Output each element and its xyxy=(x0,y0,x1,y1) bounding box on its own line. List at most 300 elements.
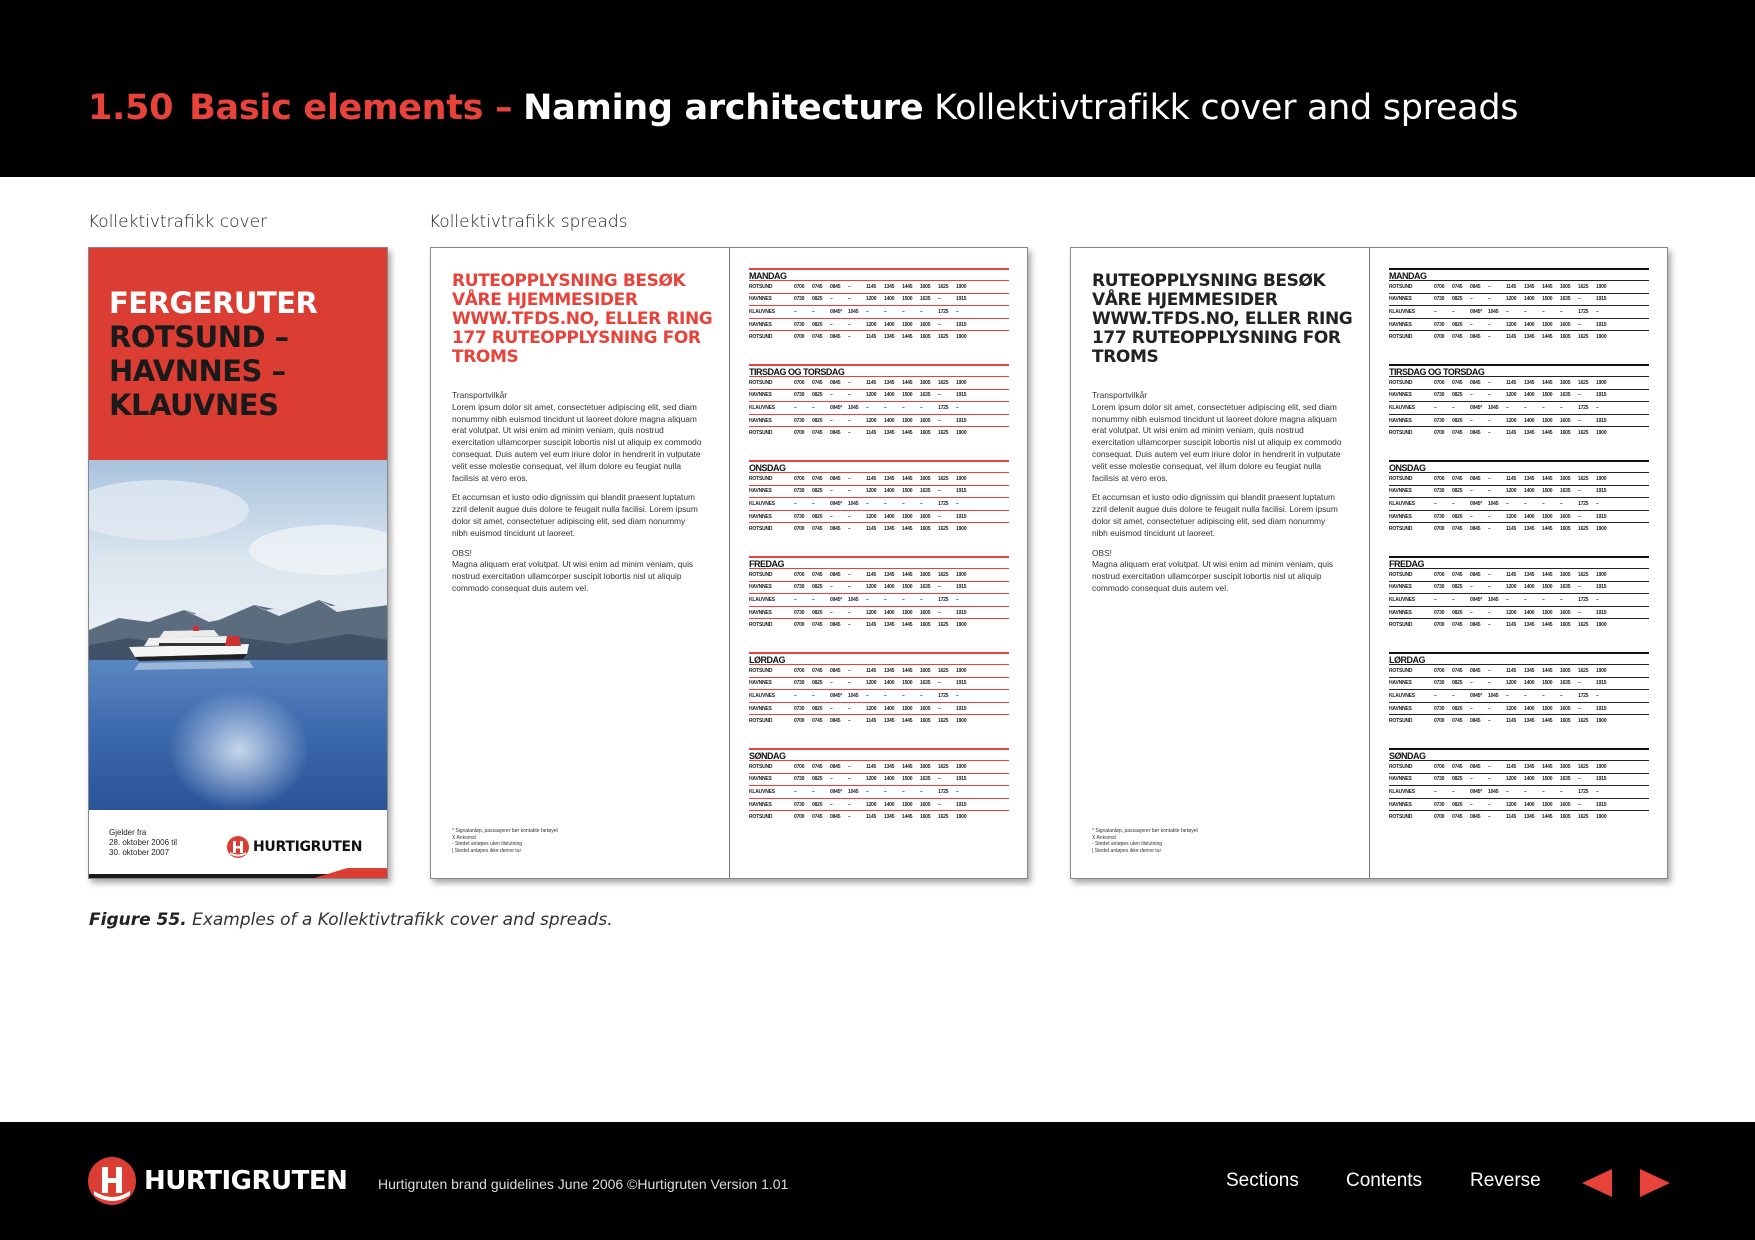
timetable-time: 1915 xyxy=(956,392,967,399)
timetable-time: 1200 xyxy=(1506,609,1517,616)
timetable-time: – xyxy=(1488,296,1491,303)
timetable-time: 1345 xyxy=(1524,667,1535,674)
timetable-time: 1900 xyxy=(1596,622,1607,629)
timetable-time: 1445 xyxy=(1542,430,1553,437)
timetable-time: – xyxy=(1470,609,1473,616)
timetable-time: 1605 xyxy=(1560,334,1571,341)
transport-label: Transportvilkår xyxy=(452,390,508,400)
timetable-time: 1625 xyxy=(1578,334,1589,341)
timetable-time: – xyxy=(1524,308,1527,315)
timetable-stop: HAVNNES xyxy=(1389,776,1412,783)
page-footer xyxy=(0,1122,1755,1240)
timetable-row xyxy=(749,689,1009,702)
timetable-stop: HAVNNES xyxy=(1389,296,1412,303)
timetable-time: – xyxy=(1506,308,1509,315)
timetable-time: 1200 xyxy=(1506,680,1517,687)
timetable-time: 1625 xyxy=(1578,622,1589,629)
timetable-time: 0945* xyxy=(830,596,843,603)
timetable-time: 0745 xyxy=(1452,526,1463,533)
timetable-time: 1500 xyxy=(902,392,913,399)
previous-page-arrow-icon[interactable] xyxy=(1582,1169,1612,1197)
timetable-time: 1625 xyxy=(1578,379,1589,386)
timetable-time: 0745 xyxy=(1452,283,1463,290)
timetable-time: 0845 xyxy=(1470,622,1481,629)
timetable-time: – xyxy=(938,680,941,687)
timetable-time: 1605 xyxy=(1560,571,1571,578)
timetable-stop: ROTSUND xyxy=(1389,430,1413,437)
timetable-row xyxy=(749,485,1009,498)
spread-heading: RUTEOPPLYSNING BESØK VÅRE HJEMMESIDER WWW.TFDS.NO, ELLER RING 177 RUTEOPPLYSNING FOR TROMS xyxy=(452,271,713,367)
timetable-stop: HAVNNES xyxy=(1389,417,1412,424)
timetable-time: – xyxy=(884,788,887,795)
timetable-stop: ROTSUND xyxy=(749,283,773,290)
timetable-time: 0700 xyxy=(1434,622,1445,629)
timetable-time: 0730 xyxy=(1434,321,1445,328)
timetable-time: 0825 xyxy=(1452,488,1463,495)
timetable-time: – xyxy=(1488,705,1491,712)
timetable-time: – xyxy=(1488,801,1491,808)
timetable-time: 1625 xyxy=(938,526,949,533)
timetable-stop: ROTSUND xyxy=(749,475,773,482)
timetable-row xyxy=(1389,785,1649,798)
timetable-day-block xyxy=(1389,748,1649,844)
timetable-time: – xyxy=(1542,788,1545,795)
timetable-time: 0745 xyxy=(812,571,823,578)
timetable-time: 0745 xyxy=(812,667,823,674)
obs-label: OBS! xyxy=(452,547,473,558)
timetable-time: 0745 xyxy=(812,718,823,725)
timetable-time: – xyxy=(848,763,851,770)
timetable-time: 1200 xyxy=(1506,417,1517,424)
timetable-stop: KLAUVNES xyxy=(1389,500,1415,507)
timetable-time: 1145 xyxy=(866,622,877,629)
timetable-time: 1625 xyxy=(938,283,949,290)
spread-left-page xyxy=(431,248,729,878)
timetable-time: 1400 xyxy=(1524,417,1535,424)
timetable-row xyxy=(1389,318,1649,331)
timetable-time: – xyxy=(848,379,851,386)
timetable-time: – xyxy=(1452,788,1455,795)
timetable-time: – xyxy=(1578,609,1581,616)
timetable-day-title: MANDAG xyxy=(749,268,1009,280)
timetable-stop: HAVNNES xyxy=(749,488,772,495)
timetable-time: – xyxy=(1506,404,1509,411)
timetable-time: 0820 xyxy=(1452,705,1463,712)
timetable-time: – xyxy=(830,584,833,591)
timetable-time: 1145 xyxy=(1506,814,1517,821)
timetable-time: 0730 xyxy=(794,680,805,687)
timetable-time: – xyxy=(902,596,905,603)
timetable-time: 0825 xyxy=(1452,296,1463,303)
timetable-day-block xyxy=(1389,268,1649,364)
cover-logo-text: HURTIGRUTEN xyxy=(253,839,363,855)
timetable-stop: HAVNNES xyxy=(749,296,772,303)
timetable-time: 1345 xyxy=(1524,334,1535,341)
timetable-time: – xyxy=(812,788,815,795)
timetable-time: 1400 xyxy=(884,513,895,520)
timetable-time: 1200 xyxy=(1506,513,1517,520)
timetable-time: 1500 xyxy=(1542,296,1553,303)
timetable-time: – xyxy=(848,296,851,303)
footnote: X Ankomst xyxy=(452,834,476,841)
timetable-row xyxy=(749,664,1009,677)
timetable-row xyxy=(749,810,1009,823)
timetable-time: 1200 xyxy=(866,392,877,399)
timetable-time: 1200 xyxy=(866,513,877,520)
timetable-time: 1045 xyxy=(848,596,859,603)
timetable-time: 0820 xyxy=(1452,801,1463,808)
timetable-time: 0700 xyxy=(794,379,805,386)
timetable-time: 1625 xyxy=(938,622,949,629)
timetable-time: 1915 xyxy=(956,609,967,616)
timetable-time: 0730 xyxy=(794,776,805,783)
timetable-time: 1605 xyxy=(1560,526,1571,533)
timetable-time: – xyxy=(1596,596,1599,603)
timetable-stop: HAVNNES xyxy=(1389,513,1412,520)
timetable-stop: ROTSUND xyxy=(749,571,773,578)
timetable-time: 0700 xyxy=(794,475,805,482)
timetable-time: 1915 xyxy=(1596,776,1607,783)
timetable-time: 1400 xyxy=(1524,488,1535,495)
timetable-time: 1605 xyxy=(1560,430,1571,437)
timetable-time: – xyxy=(1542,692,1545,699)
spread-heading: RUTEOPPLYSNING BESØK VÅRE HJEMMESIDER WWW.TFDS.NO, ELLER RING 177 RUTEOPPLYSNING FOR TROMS xyxy=(1092,271,1353,367)
timetable-time: 1345 xyxy=(884,571,895,578)
timetable-time: 0845 xyxy=(830,814,841,821)
topic-name: Kollektivtrafikk cover and spreads xyxy=(934,88,1519,128)
spread-body-text xyxy=(1092,390,1342,603)
timetable-time: 1625 xyxy=(938,475,949,482)
timetable-time: – xyxy=(1488,392,1491,399)
timetable-row xyxy=(1389,798,1649,811)
timetable-stop: ROTSUND xyxy=(1389,526,1413,533)
timetable-time: 0700 xyxy=(1434,667,1445,674)
timetable-time: 0945* xyxy=(830,500,843,507)
subsection-name: Naming architecture xyxy=(523,88,924,128)
timetable-time: 0845 xyxy=(1470,283,1481,290)
timetable-time: – xyxy=(884,692,887,699)
timetable-time: – xyxy=(1578,680,1581,687)
timetable-time: 1145 xyxy=(1506,571,1517,578)
body-paragraph: Et accumsan et iusto odio dignissim qui blandit praesent luptatum zzril delenit augue duis dolore te feugait nulla facilisi. Lorem ipsum dolor sit amet, consectetuer adipiscing elit, sed diam nonummy nibh euismod tincidunt ut laoreet. xyxy=(1092,492,1338,538)
timetable-time: 0730 xyxy=(794,801,805,808)
timetable-time: 1400 xyxy=(884,609,895,616)
cover-validity: Gjelder fra 28. oktober 2006 til 30. oktober 2007 xyxy=(109,828,178,857)
nav-contents-link[interactable]: Contents xyxy=(1346,1170,1423,1191)
timetable-stop: ROTSUND xyxy=(749,814,773,821)
timetable-row xyxy=(1389,664,1649,677)
timetable-row xyxy=(749,606,1009,619)
timetable-time: – xyxy=(956,596,959,603)
timetable-time: 1915 xyxy=(1596,609,1607,616)
timetable-time: 1605 xyxy=(1560,475,1571,482)
spread-red xyxy=(430,247,1028,879)
timetable-time: 0945* xyxy=(1470,692,1483,699)
timetable-time: 1400 xyxy=(884,321,895,328)
timetable-time: – xyxy=(830,392,833,399)
timetable-time: 1500 xyxy=(902,296,913,303)
timetable-stop: HAVNNES xyxy=(749,680,772,687)
timetable-time: 0945* xyxy=(1470,500,1483,507)
timetable-row xyxy=(1389,581,1649,594)
timetable-time: – xyxy=(938,513,941,520)
footnote: - Stedet anløpes uten tilslutning xyxy=(1092,841,1163,847)
timetable-time: – xyxy=(1434,404,1437,411)
timetable-row xyxy=(749,318,1009,331)
timetable-time: 1915 xyxy=(956,584,967,591)
timetable-time: 0730 xyxy=(1434,417,1445,424)
timetable-time: 1400 xyxy=(884,705,895,712)
timetable-time: – xyxy=(848,392,851,399)
timetable-time: – xyxy=(884,308,887,315)
timetable-stop: ROTSUND xyxy=(1389,283,1413,290)
timetable-row xyxy=(749,677,1009,690)
timetable-time: 0945* xyxy=(1470,404,1483,411)
timetable-time: 0745 xyxy=(1452,430,1463,437)
timetable-time: – xyxy=(1578,776,1581,783)
timetable-time: 1500 xyxy=(1542,705,1553,712)
timetable-time: – xyxy=(1488,680,1491,687)
timetable-time: 1145 xyxy=(866,763,877,770)
obs-label: OBS! xyxy=(1092,547,1113,558)
timetable-time: 1915 xyxy=(1596,801,1607,808)
timetable-time: 1625 xyxy=(938,814,949,821)
hurtigruten-logo-icon xyxy=(227,836,249,858)
timetable-time: 1145 xyxy=(866,334,877,341)
timetable-time: 1045 xyxy=(1488,788,1499,795)
timetable-time: 1345 xyxy=(1524,718,1535,725)
timetable-row xyxy=(1389,401,1649,414)
timetable-time: 0730 xyxy=(794,417,805,424)
timetable-time: – xyxy=(794,500,797,507)
timetable-time: – xyxy=(830,801,833,808)
timetable-time: – xyxy=(1542,404,1545,411)
timetable-time: 1605 xyxy=(920,705,931,712)
timetable-time: 1145 xyxy=(866,814,877,821)
timetable-time: 1345 xyxy=(884,526,895,533)
timetable-stop: KLAUVNES xyxy=(1389,404,1415,411)
timetable-time: 0745 xyxy=(1452,379,1463,386)
timetable-time: – xyxy=(848,488,851,495)
footer-logo xyxy=(88,1157,347,1205)
timetable-stop: ROTSUND xyxy=(749,379,773,386)
timetable-time: 0730 xyxy=(794,705,805,712)
timetable-time: 1625 xyxy=(938,763,949,770)
timetable-row xyxy=(1389,606,1649,619)
timetable-time: 1625 xyxy=(1578,283,1589,290)
timetable-time: 1605 xyxy=(1560,321,1571,328)
timetable-time: 1635 xyxy=(920,488,931,495)
timetable-time: 1915 xyxy=(956,801,967,808)
timetable-row xyxy=(1389,485,1649,498)
timetable-time: – xyxy=(848,321,851,328)
timetable-time: – xyxy=(1488,622,1491,629)
timetable-time: – xyxy=(848,622,851,629)
timetable-time: – xyxy=(812,596,815,603)
timetable-time: 1915 xyxy=(1596,513,1607,520)
timetable-time: 1145 xyxy=(866,379,877,386)
timetable xyxy=(749,268,1009,844)
next-page-arrow-icon[interactable] xyxy=(1640,1169,1670,1197)
timetable-time: 0745 xyxy=(1452,718,1463,725)
timetable-time: – xyxy=(1560,500,1563,507)
timetable-time: – xyxy=(1488,814,1491,821)
timetable-time: 1445 xyxy=(902,283,913,290)
timetable-time: – xyxy=(1488,776,1491,783)
timetable-time: 0825 xyxy=(1452,392,1463,399)
timetable-time: – xyxy=(1524,404,1527,411)
timetable-time: 1915 xyxy=(956,488,967,495)
timetable-time: 1345 xyxy=(1524,814,1535,821)
timetable-row xyxy=(749,293,1009,306)
timetable-time: 1605 xyxy=(1560,667,1571,674)
timetable-time: 1625 xyxy=(938,379,949,386)
timetable-stop: ROTSUND xyxy=(749,718,773,725)
timetable-time: 1605 xyxy=(1560,379,1571,386)
timetable-time: – xyxy=(848,526,851,533)
timetable-time: – xyxy=(1578,584,1581,591)
timetable-time: 1500 xyxy=(1542,488,1553,495)
timetable-time: – xyxy=(956,692,959,699)
timetable-time: 1400 xyxy=(1524,705,1535,712)
timetable-row xyxy=(749,785,1009,798)
timetable-time: 1605 xyxy=(920,718,931,725)
timetable-time: 0845 xyxy=(830,475,841,482)
timetable-time: 0745 xyxy=(1452,334,1463,341)
timetable-row xyxy=(749,401,1009,414)
timetable-day-block xyxy=(1389,460,1649,556)
timetable-time: 1445 xyxy=(902,475,913,482)
timetable-time: 1145 xyxy=(1506,718,1517,725)
timetable-time: 1915 xyxy=(1596,584,1607,591)
timetable-day-block xyxy=(749,364,1009,460)
timetable-time: – xyxy=(830,705,833,712)
timetable-stop: HAVNNES xyxy=(749,321,772,328)
timetable-time: 0745 xyxy=(812,763,823,770)
timetable-row xyxy=(1389,773,1649,786)
timetable-stop: ROTSUND xyxy=(749,526,773,533)
timetable-row xyxy=(1389,280,1649,293)
timetable-time: 1445 xyxy=(902,763,913,770)
timetable-day-block xyxy=(749,652,1009,748)
timetable-day-title: TIRSDAG OG TORSDAG xyxy=(1389,364,1649,376)
timetable-row xyxy=(1389,426,1649,439)
timetable-time: 0845 xyxy=(1470,571,1481,578)
timetable-time: 0745 xyxy=(812,334,823,341)
timetable-time: 1900 xyxy=(956,622,967,629)
timetable-time: 1900 xyxy=(956,430,967,437)
cover-ferry-photo xyxy=(89,460,387,810)
timetable-time: 1500 xyxy=(1542,321,1553,328)
timetable-time: 1605 xyxy=(1560,283,1571,290)
timetable-time: – xyxy=(938,801,941,808)
timetable-time: – xyxy=(1470,801,1473,808)
timetable-row xyxy=(1389,593,1649,606)
timetable-row xyxy=(749,760,1009,773)
timetable-row xyxy=(1389,472,1649,485)
timetable-stop: HAVNNES xyxy=(749,776,772,783)
timetable-time: – xyxy=(1524,692,1527,699)
timetable-row xyxy=(1389,414,1649,427)
timetable-time: – xyxy=(902,788,905,795)
timetable-day-title: ONSDAG xyxy=(749,460,1009,472)
timetable-time: – xyxy=(830,417,833,424)
timetable-time: 1625 xyxy=(1578,763,1589,770)
timetable-time: 0820 xyxy=(812,801,823,808)
timetable-time: 0730 xyxy=(794,609,805,616)
timetable-time: – xyxy=(1524,500,1527,507)
nav-sections-link[interactable]: Sections xyxy=(1226,1170,1299,1191)
timetable-time: 0730 xyxy=(1434,513,1445,520)
timetable-time: 1605 xyxy=(920,622,931,629)
timetable-time: – xyxy=(956,404,959,411)
spread-right-page xyxy=(1370,248,1668,878)
timetable-stop: KLAUVNES xyxy=(749,500,775,507)
timetable-time: 0745 xyxy=(1452,475,1463,482)
footer-info: Hurtigruten brand guidelines June 2006 ©Hurtigruten Version 1.01 xyxy=(378,1176,789,1192)
timetable-stop: ROTSUND xyxy=(749,430,773,437)
timetable-time: 0825 xyxy=(1452,680,1463,687)
timetable-time: 1500 xyxy=(902,705,913,712)
timetable-time: – xyxy=(1506,692,1509,699)
timetable-time: 1345 xyxy=(884,379,895,386)
timetable-row xyxy=(1389,522,1649,535)
timetable-time: 1400 xyxy=(1524,801,1535,808)
timetable-time: 0745 xyxy=(812,526,823,533)
cover-title xyxy=(109,286,317,422)
timetable-stop: KLAUVNES xyxy=(1389,596,1415,603)
timetable-stop: ROTSUND xyxy=(1389,814,1413,821)
timetable-time: 0845 xyxy=(1470,334,1481,341)
timetable-row xyxy=(749,522,1009,535)
timetable-row xyxy=(749,426,1009,439)
timetable-time: – xyxy=(848,801,851,808)
page-header xyxy=(0,0,1755,177)
transport-label: Transportvilkår xyxy=(1092,390,1148,400)
timetable-time: 1725 xyxy=(1578,404,1589,411)
timetable-time: – xyxy=(1452,596,1455,603)
timetable-time: 1605 xyxy=(920,763,931,770)
timetable-time: 1200 xyxy=(1506,801,1517,808)
timetable-stop: HAVNNES xyxy=(1389,488,1412,495)
timetable-time: – xyxy=(1434,596,1437,603)
timetable-time: 1605 xyxy=(1560,513,1571,520)
timetable-stop: HAVNNES xyxy=(749,513,772,520)
nav-reverse-link[interactable]: Reverse xyxy=(1470,1170,1541,1191)
timetable-time: 1605 xyxy=(920,321,931,328)
timetable-time: – xyxy=(920,500,923,507)
timetable-time: 1605 xyxy=(1560,705,1571,712)
timetable-time: – xyxy=(794,692,797,699)
timetable-time: – xyxy=(1578,296,1581,303)
timetable-time: 0825 xyxy=(812,296,823,303)
timetable-time: – xyxy=(1488,571,1491,578)
timetable-day-title: SØNDAG xyxy=(749,748,1009,760)
timetable-stop: ROTSUND xyxy=(749,763,773,770)
timetable-time: – xyxy=(848,584,851,591)
timetable-time: – xyxy=(1434,692,1437,699)
timetable-time: 0745 xyxy=(1452,763,1463,770)
timetable-time: – xyxy=(1578,392,1581,399)
timetable-time: 1400 xyxy=(884,680,895,687)
timetable-time: 1145 xyxy=(1506,763,1517,770)
timetable-time: – xyxy=(1578,321,1581,328)
timetable-time: 1345 xyxy=(884,430,895,437)
spreads-label: Kollektivtrafikk spreads xyxy=(429,212,628,232)
timetable-row xyxy=(749,280,1009,293)
timetable-time: 0945* xyxy=(830,788,843,795)
timetable-time: – xyxy=(1488,513,1491,520)
